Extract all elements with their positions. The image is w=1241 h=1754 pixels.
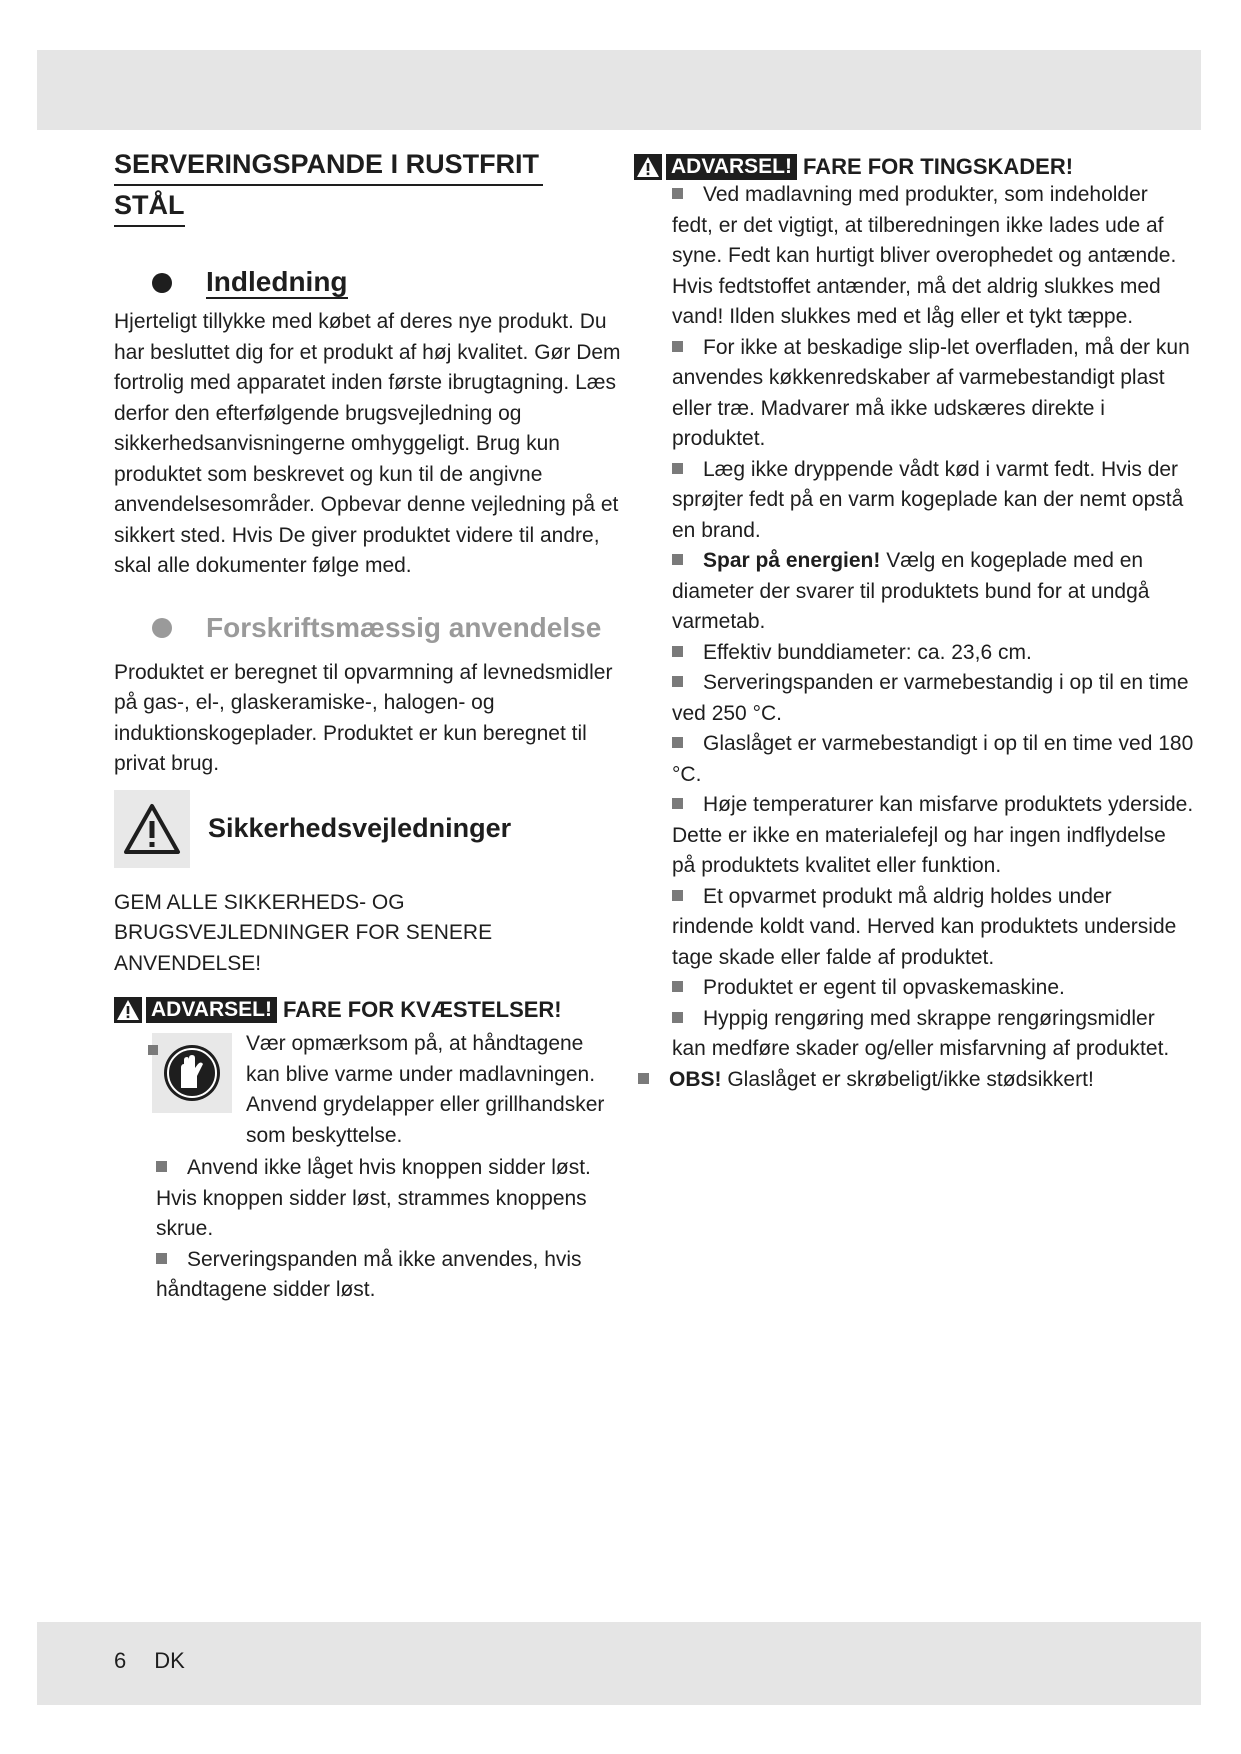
- language-code: DK: [154, 1648, 185, 1673]
- use-heading: Forskriftsmæssig anvendelse: [206, 611, 602, 643]
- list-item-text: Ved madlavning med produkter, som indeholder fedt, er det vigtigt, at tilberedningen ikke lades ude af syne. Fedt kan hurtigt bliver overophedet og antænde. Hvis fedtstoffet antænder, må det aldrig slukkes med vand! Ilden slukkes med et låg eller et tykt tæppe.: [672, 183, 1177, 328]
- bullet-dot-icon: [152, 618, 172, 638]
- bullet-dot-icon: [152, 273, 172, 293]
- bullet-square-icon: [672, 890, 683, 901]
- left-column: [114, 145, 634, 1306]
- list-item-text: Et opvarmet produkt må aldrig holdes under rindende koldt vand. Herved kan produktets underside tage skade eller falde af produktet.: [672, 884, 1177, 969]
- bullet-square-icon: [672, 981, 683, 992]
- list-item-text: Vælg en kogeplade med en diameter der svarer til produktets bund for at undgå varmetab.: [672, 549, 1150, 633]
- glove-text: Vær opmærksom på, at håndtagene kan blive varme under madlavningen. Anvend grydelapper eller grillhandsker som beskyttelse.: [246, 1032, 605, 1147]
- obs-note: [638, 1065, 1194, 1096]
- intro-text: Hjerteligt tillykke med købet af deres nye produkt. Du har besluttet dig for et produkt af høj kvalitet. Gør Dem fortrolig med apparatet inden første ibrugtagning. Læs derfor den efterfølgende brugsvejledning og sikkerhedsanvisningerne omhyggeligt. Brug kun produktet som beskrevet og kun til de angivne anvendelsesområder. Opbevar denne vejledning på et sikkert sted. Hvis De giver produktet videre til andre, skal alle dokumenter følge med.: [114, 310, 621, 577]
- obs-text: Glaslåget er skrøbeligt/ikke stødsikkert!: [721, 1067, 1094, 1091]
- list-item: [156, 1153, 634, 1245]
- list-item: [672, 729, 1194, 790]
- gloves-icon: [152, 1033, 232, 1113]
- safety-heading: Sikkerhedsvejledninger: [208, 813, 512, 843]
- list-item: [672, 973, 1194, 1004]
- list-item-text: Hyppig rengøring med skrappe rengøringsmidler kan medføre skader og/eller misfarvning af produktet.: [672, 1006, 1170, 1060]
- bullet-square-icon: [638, 1073, 649, 1084]
- warning-icon: [114, 997, 142, 1023]
- bullet-square-icon: [672, 463, 683, 474]
- bullet-square-icon: [672, 188, 683, 199]
- page-number: 6: [114, 1648, 127, 1673]
- list-item: [672, 180, 1194, 333]
- list-item: [156, 1245, 634, 1306]
- bullet-square-icon: [672, 554, 683, 565]
- list-item: [672, 1004, 1194, 1065]
- list-item: [672, 790, 1194, 882]
- warning-triangle-icon: [114, 790, 190, 868]
- list-item-text: Serveringspanden er varmebestandig i op til en time ved 250 °C.: [672, 671, 1189, 725]
- use-text: Produktet er beregnet til opvarmning af levnedsmidler på gas-, el-, glaskeramiske-, halogen- og induktionskogeplader. Produktet er kun beregnet til privat brug.: [114, 660, 613, 775]
- bullet-square-icon: [148, 1045, 158, 1055]
- list-item-text: Læg ikke dryppende vådt kød i varmt fedt. Hvis der sprøjter fedt på en varm kogeplade kan der nemt opstå en brand.: [672, 457, 1184, 542]
- warning-badge: ADVARSEL!: [666, 154, 797, 180]
- warning-property-header: [634, 154, 1194, 180]
- intro-heading-row: [152, 267, 634, 299]
- list-item-text: Glaslåget er varmebestandigt i op til en time ved 180 °C.: [672, 732, 1194, 786]
- list-item: [672, 668, 1194, 729]
- obs-bold: OBS!: [669, 1067, 722, 1091]
- energy-tip-bold: Spar på energien!: [703, 549, 881, 572]
- list-item: [672, 882, 1194, 974]
- bullet-square-icon: [672, 676, 683, 687]
- footer: [114, 1648, 213, 1674]
- safety-heading-row: [114, 790, 634, 868]
- list-item-text: Høje temperaturer kan misfarve produktets yderside. Dette er ikke en materialefejl og har ingen indflydelse på produktets kvalitet eller funktion.: [672, 793, 1194, 877]
- list-item: [672, 333, 1194, 455]
- list-item: [672, 455, 1194, 547]
- list-item: [672, 638, 1194, 669]
- main-title-line1: SERVERINGSPANDE I RUSTFRIT: [114, 145, 543, 186]
- intro-heading: Indledning: [206, 266, 348, 297]
- main-title: [114, 145, 634, 227]
- right-column: [634, 150, 1194, 1095]
- bullet-square-icon: [672, 737, 683, 748]
- warning-text: FARE FOR TINGSKADER!: [802, 154, 1074, 179]
- main-title-line2: STÅL: [114, 186, 185, 227]
- warning-text: FARE FOR KVÆSTELSER!: [282, 997, 562, 1022]
- header-band: [37, 50, 1201, 130]
- warning-injury-header: [114, 997, 634, 1023]
- warning-badge: ADVARSEL!: [146, 997, 277, 1023]
- list-item-text: Effektiv bunddiameter: ca. 23,6 cm.: [703, 640, 1032, 664]
- glove-warning: [114, 1029, 634, 1151]
- bullet-square-icon: [672, 1012, 683, 1023]
- bullet-square-icon: [156, 1161, 167, 1172]
- bullet-square-icon: [672, 341, 683, 352]
- list-item: [672, 546, 1194, 638]
- warning-icon: [634, 154, 662, 180]
- list-item-text: Serveringspanden må ikke anvendes, hvis håndtagene sidder løst.: [156, 1247, 582, 1301]
- use-heading-row: [152, 612, 634, 644]
- list-item-text: Produktet er egent til opvaskemaskine.: [703, 976, 1065, 999]
- bullet-square-icon: [156, 1253, 167, 1264]
- keep-instructions-text: GEM ALLE SIKKERHEDS- OG BRUGSVEJLEDNINGER FOR SENERE ANVENDELSE!: [114, 890, 493, 975]
- list-item-text: Anvend ikke låget hvis knoppen sidder løst. Hvis knoppen sidder løst, strammes knoppens skrue.: [156, 1156, 591, 1240]
- bullet-square-icon: [672, 798, 683, 809]
- bullet-square-icon: [672, 646, 683, 657]
- list-item-text: For ikke at beskadige slip-let overfladen, må der kun anvendes køkkenredskaber af varmebestandigt plast eller træ. Madvarer må ikke udskæres direkte i produktet.: [672, 335, 1190, 450]
